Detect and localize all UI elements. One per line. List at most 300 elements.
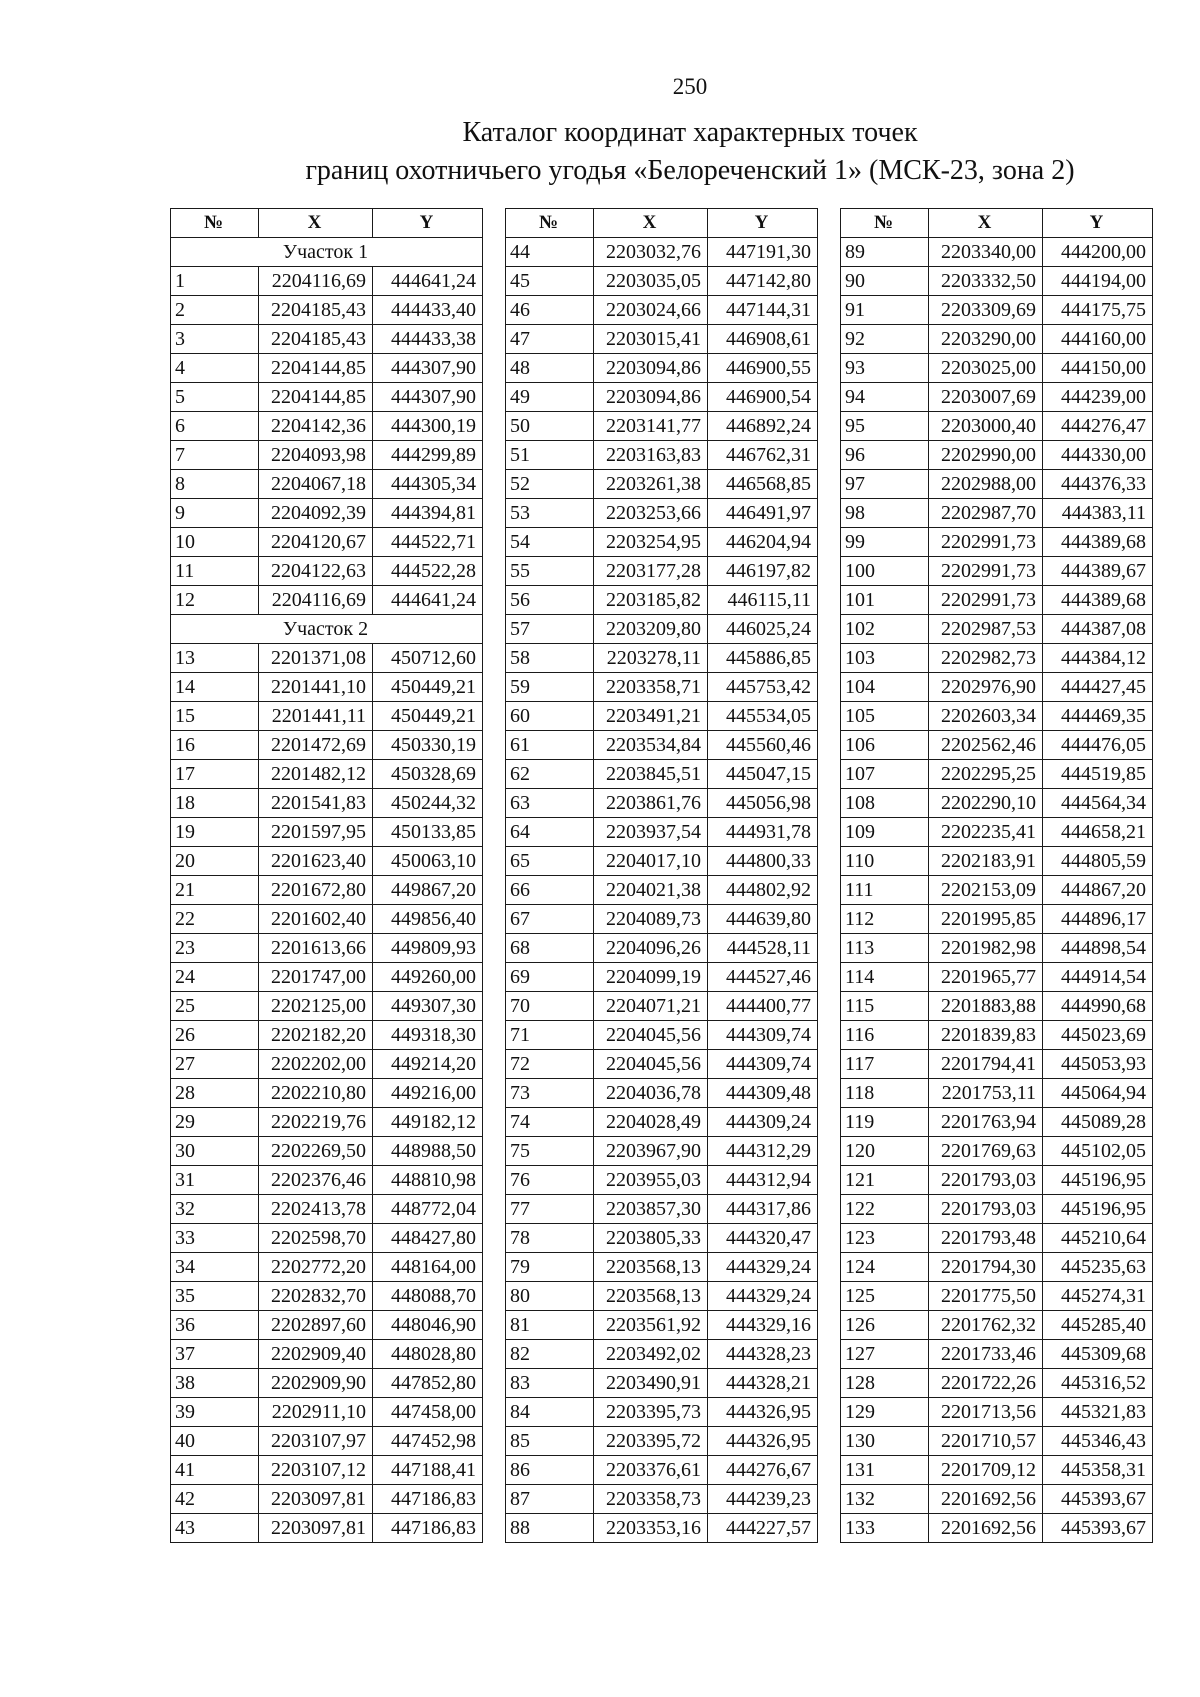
x-coordinate-cell: 2201722,26 <box>929 1369 1043 1398</box>
y-coordinate-cell: 446568,85 <box>708 470 818 499</box>
page-title-line-2: границ охотничьего угодья «Белореченский 1» (МСК-23, зона 2) <box>305 155 1075 186</box>
table-row <box>841 1253 1153 1282</box>
point-number-cell: 128 <box>841 1369 929 1398</box>
table-row <box>506 412 818 441</box>
x-coordinate-cell: 2203261,38 <box>594 470 708 499</box>
x-coordinate-cell: 2202290,10 <box>929 789 1043 818</box>
table-row <box>841 760 1153 789</box>
table-row <box>841 615 1153 644</box>
y-coordinate-cell: 449214,20 <box>373 1050 483 1079</box>
y-coordinate-cell: 444641,24 <box>373 586 483 615</box>
y-coordinate-cell: 444326,95 <box>708 1398 818 1427</box>
y-coordinate-cell: 444384,12 <box>1043 644 1153 673</box>
x-coordinate-cell: 2203094,86 <box>594 354 708 383</box>
table-row <box>506 1021 818 1050</box>
y-coordinate-cell: 445235,63 <box>1043 1253 1153 1282</box>
column-header-x: X <box>929 209 1043 238</box>
table-row <box>506 1311 818 1340</box>
point-number-cell: 13 <box>171 644 259 673</box>
table-row <box>171 963 483 992</box>
x-coordinate-cell: 2202125,00 <box>259 992 373 1021</box>
point-number-cell: 66 <box>506 876 594 905</box>
table-row <box>171 1427 483 1456</box>
y-coordinate-cell: 444433,38 <box>373 325 483 354</box>
x-coordinate-cell: 2201709,12 <box>929 1456 1043 1485</box>
y-coordinate-cell: 449867,20 <box>373 876 483 905</box>
table-row <box>841 1311 1153 1340</box>
table-row <box>506 1427 818 1456</box>
point-number-cell: 12 <box>171 586 259 615</box>
y-coordinate-cell: 444898,54 <box>1043 934 1153 963</box>
y-coordinate-cell: 446908,61 <box>708 325 818 354</box>
x-coordinate-cell: 2201883,88 <box>929 992 1043 1021</box>
table-row <box>841 441 1153 470</box>
y-coordinate-cell: 444658,21 <box>1043 818 1153 847</box>
x-coordinate-cell: 2204116,69 <box>259 267 373 296</box>
y-coordinate-cell: 444307,90 <box>373 383 483 412</box>
point-number-cell: 4 <box>171 354 259 383</box>
x-coordinate-cell: 2203007,69 <box>929 383 1043 412</box>
point-number-cell: 93 <box>841 354 929 383</box>
table-row <box>171 499 483 528</box>
table-row <box>506 702 818 731</box>
table-row <box>506 1369 818 1398</box>
table-row <box>506 557 818 586</box>
column-header-y: Y <box>373 209 483 238</box>
y-coordinate-cell: 444394,81 <box>373 499 483 528</box>
x-coordinate-cell: 2203015,41 <box>594 325 708 354</box>
y-coordinate-cell: 447458,00 <box>373 1398 483 1427</box>
point-number-cell: 72 <box>506 1050 594 1079</box>
y-coordinate-cell: 448028,80 <box>373 1340 483 1369</box>
table-row <box>171 325 483 354</box>
y-coordinate-cell: 446900,55 <box>708 354 818 383</box>
point-number-cell: 73 <box>506 1079 594 1108</box>
y-coordinate-cell: 448046,90 <box>373 1311 483 1340</box>
table-row <box>841 1340 1153 1369</box>
x-coordinate-cell: 2202295,25 <box>929 760 1043 789</box>
y-coordinate-cell: 447191,30 <box>708 238 818 267</box>
point-number-cell: 122 <box>841 1195 929 1224</box>
y-coordinate-cell: 444564,34 <box>1043 789 1153 818</box>
point-number-cell: 17 <box>171 760 259 789</box>
x-coordinate-cell: 2202911,10 <box>259 1398 373 1427</box>
table-row <box>841 1369 1153 1398</box>
point-number-cell: 34 <box>171 1253 259 1282</box>
point-number-cell: 103 <box>841 644 929 673</box>
coordinates-table-3 <box>840 208 1153 1543</box>
y-coordinate-cell: 445534,05 <box>708 702 818 731</box>
x-coordinate-cell: 2202991,73 <box>929 586 1043 615</box>
table-row <box>171 1108 483 1137</box>
point-number-cell: 52 <box>506 470 594 499</box>
point-number-cell: 29 <box>171 1108 259 1137</box>
y-coordinate-cell: 445047,15 <box>708 760 818 789</box>
point-number-cell: 130 <box>841 1427 929 1456</box>
point-number-cell: 63 <box>506 789 594 818</box>
y-coordinate-cell: 444805,59 <box>1043 847 1153 876</box>
table-row <box>841 818 1153 847</box>
x-coordinate-cell: 2204144,85 <box>259 383 373 412</box>
table-row <box>841 1108 1153 1137</box>
x-coordinate-cell: 2203358,71 <box>594 673 708 702</box>
x-coordinate-cell: 2201472,69 <box>259 731 373 760</box>
point-number-cell: 60 <box>506 702 594 731</box>
table-row <box>171 673 483 702</box>
x-coordinate-cell: 2203492,02 <box>594 1340 708 1369</box>
x-coordinate-cell: 2201982,98 <box>929 934 1043 963</box>
y-coordinate-cell: 447852,80 <box>373 1369 483 1398</box>
x-coordinate-cell: 2202991,73 <box>929 528 1043 557</box>
point-number-cell: 133 <box>841 1514 929 1543</box>
x-coordinate-cell: 2203209,80 <box>594 615 708 644</box>
point-number-cell: 88 <box>506 1514 594 1543</box>
point-number-cell: 25 <box>171 992 259 1021</box>
point-number-cell: 104 <box>841 673 929 702</box>
table-row <box>506 238 818 267</box>
point-number-cell: 85 <box>506 1427 594 1456</box>
point-number-cell: 64 <box>506 818 594 847</box>
table-row <box>841 905 1153 934</box>
y-coordinate-cell: 447144,31 <box>708 296 818 325</box>
x-coordinate-cell: 2202153,09 <box>929 876 1043 905</box>
x-coordinate-cell: 2201692,56 <box>929 1514 1043 1543</box>
table-row <box>506 876 818 905</box>
y-coordinate-cell: 445753,42 <box>708 673 818 702</box>
x-coordinate-cell: 2201762,32 <box>929 1311 1043 1340</box>
y-coordinate-cell: 447188,41 <box>373 1456 483 1485</box>
point-number-cell: 100 <box>841 557 929 586</box>
point-number-cell: 70 <box>506 992 594 1021</box>
point-number-cell: 54 <box>506 528 594 557</box>
x-coordinate-cell: 2204045,56 <box>594 1021 708 1050</box>
x-coordinate-cell: 2202772,20 <box>259 1253 373 1282</box>
y-coordinate-cell: 444307,90 <box>373 354 483 383</box>
point-number-cell: 94 <box>841 383 929 412</box>
column-header-number: № <box>506 209 594 238</box>
column-header-y: Y <box>1043 209 1153 238</box>
y-coordinate-cell: 450063,10 <box>373 847 483 876</box>
x-coordinate-cell: 2201602,40 <box>259 905 373 934</box>
x-coordinate-cell: 2203805,33 <box>594 1224 708 1253</box>
point-number-cell: 112 <box>841 905 929 934</box>
table-row <box>171 441 483 470</box>
y-coordinate-cell: 450133,85 <box>373 818 483 847</box>
table-row <box>171 876 483 905</box>
x-coordinate-cell: 2201441,11 <box>259 702 373 731</box>
y-coordinate-cell: 446204,94 <box>708 528 818 557</box>
table-row <box>841 383 1153 412</box>
x-coordinate-cell: 2202897,60 <box>259 1311 373 1340</box>
table-row <box>506 934 818 963</box>
x-coordinate-cell: 2202562,46 <box>929 731 1043 760</box>
y-coordinate-cell: 448810,98 <box>373 1166 483 1195</box>
x-coordinate-cell: 2202909,90 <box>259 1369 373 1398</box>
y-coordinate-cell: 448772,04 <box>373 1195 483 1224</box>
table-row <box>506 296 818 325</box>
point-number-cell: 1 <box>171 267 259 296</box>
point-number-cell: 40 <box>171 1427 259 1456</box>
y-coordinate-cell: 444328,23 <box>708 1340 818 1369</box>
point-number-cell: 131 <box>841 1456 929 1485</box>
table-row <box>506 354 818 383</box>
table-row <box>171 789 483 818</box>
x-coordinate-cell: 2201747,00 <box>259 963 373 992</box>
table-row <box>171 760 483 789</box>
point-number-cell: 18 <box>171 789 259 818</box>
table-row <box>841 1514 1153 1543</box>
point-number-cell: 31 <box>171 1166 259 1195</box>
x-coordinate-cell: 2203340,00 <box>929 238 1043 267</box>
table-row <box>841 528 1153 557</box>
section-row <box>171 238 483 267</box>
point-number-cell: 47 <box>506 325 594 354</box>
y-coordinate-cell: 444802,92 <box>708 876 818 905</box>
y-coordinate-cell: 444305,34 <box>373 470 483 499</box>
point-number-cell: 10 <box>171 528 259 557</box>
y-coordinate-cell: 444200,00 <box>1043 238 1153 267</box>
x-coordinate-cell: 2204144,85 <box>259 354 373 383</box>
point-number-cell: 99 <box>841 528 929 557</box>
table-row <box>506 1514 818 1543</box>
table-row <box>841 702 1153 731</box>
point-number-cell: 92 <box>841 325 929 354</box>
y-coordinate-cell: 444309,74 <box>708 1050 818 1079</box>
point-number-cell: 84 <box>506 1398 594 1427</box>
y-coordinate-cell: 449182,12 <box>373 1108 483 1137</box>
table-row <box>171 1456 483 1485</box>
point-number-cell: 55 <box>506 557 594 586</box>
x-coordinate-cell: 2201482,12 <box>259 760 373 789</box>
x-coordinate-cell: 2202235,41 <box>929 818 1043 847</box>
y-coordinate-cell: 447452,98 <box>373 1427 483 1456</box>
x-coordinate-cell: 2201775,50 <box>929 1282 1043 1311</box>
x-coordinate-cell: 2203491,21 <box>594 702 708 731</box>
point-number-cell: 32 <box>171 1195 259 1224</box>
x-coordinate-cell: 2203097,81 <box>259 1514 373 1543</box>
table-row <box>841 296 1153 325</box>
x-coordinate-cell: 2202376,46 <box>259 1166 373 1195</box>
y-coordinate-cell: 445274,31 <box>1043 1282 1153 1311</box>
y-coordinate-cell: 449856,40 <box>373 905 483 934</box>
x-coordinate-cell: 2204099,19 <box>594 963 708 992</box>
y-coordinate-cell: 444522,28 <box>373 557 483 586</box>
y-coordinate-cell: 445393,67 <box>1043 1514 1153 1543</box>
table-row <box>171 992 483 1021</box>
point-number-cell: 126 <box>841 1311 929 1340</box>
point-number-cell: 61 <box>506 731 594 760</box>
y-coordinate-cell: 444299,89 <box>373 441 483 470</box>
y-coordinate-cell: 444389,67 <box>1043 557 1153 586</box>
x-coordinate-cell: 2203568,13 <box>594 1253 708 1282</box>
table-row <box>841 238 1153 267</box>
point-number-cell: 108 <box>841 789 929 818</box>
point-number-cell: 105 <box>841 702 929 731</box>
point-number-cell: 16 <box>171 731 259 760</box>
table-row <box>841 1021 1153 1050</box>
x-coordinate-cell: 2203107,12 <box>259 1456 373 1485</box>
point-number-cell: 5 <box>171 383 259 412</box>
table-row <box>841 992 1153 1021</box>
y-coordinate-cell: 447142,80 <box>708 267 818 296</box>
point-number-cell: 27 <box>171 1050 259 1079</box>
y-coordinate-cell: 448427,80 <box>373 1224 483 1253</box>
table-row <box>841 1195 1153 1224</box>
table-row <box>171 528 483 557</box>
x-coordinate-cell: 2203395,73 <box>594 1398 708 1427</box>
y-coordinate-cell: 449809,93 <box>373 934 483 963</box>
column-header-x: X <box>594 209 708 238</box>
point-number-cell: 111 <box>841 876 929 905</box>
point-number-cell: 83 <box>506 1369 594 1398</box>
point-number-cell: 71 <box>506 1021 594 1050</box>
x-coordinate-cell: 2203358,73 <box>594 1485 708 1514</box>
point-number-cell: 7 <box>171 441 259 470</box>
page-title-line-1: Каталог координат характерных точек <box>462 117 918 148</box>
table-row <box>171 1398 483 1427</box>
table-row <box>506 1456 818 1485</box>
y-coordinate-cell: 444328,21 <box>708 1369 818 1398</box>
point-number-cell: 119 <box>841 1108 929 1137</box>
point-number-cell: 80 <box>506 1282 594 1311</box>
point-number-cell: 77 <box>506 1195 594 1224</box>
y-coordinate-cell: 444329,16 <box>708 1311 818 1340</box>
x-coordinate-cell: 2203185,82 <box>594 586 708 615</box>
point-number-cell: 109 <box>841 818 929 847</box>
table-row <box>506 267 818 296</box>
table-row <box>506 1398 818 1427</box>
table-row <box>171 267 483 296</box>
y-coordinate-cell: 445316,52 <box>1043 1369 1153 1398</box>
column-header-y: Y <box>708 209 818 238</box>
point-number-cell: 90 <box>841 267 929 296</box>
point-number-cell: 9 <box>171 499 259 528</box>
table-row <box>506 1108 818 1137</box>
table-row <box>506 1224 818 1253</box>
y-coordinate-cell: 444867,20 <box>1043 876 1153 905</box>
y-coordinate-cell: 445023,69 <box>1043 1021 1153 1050</box>
y-coordinate-cell: 444312,94 <box>708 1166 818 1195</box>
y-coordinate-cell: 446115,11 <box>708 586 818 615</box>
point-number-cell: 107 <box>841 760 929 789</box>
point-number-cell: 95 <box>841 412 929 441</box>
y-coordinate-cell: 444389,68 <box>1043 586 1153 615</box>
y-coordinate-cell: 444641,24 <box>373 267 483 296</box>
table-row <box>841 499 1153 528</box>
table-row <box>171 586 483 615</box>
y-coordinate-cell: 445064,94 <box>1043 1079 1153 1108</box>
x-coordinate-cell: 2204096,26 <box>594 934 708 963</box>
y-coordinate-cell: 445102,05 <box>1043 1137 1153 1166</box>
point-number-cell: 102 <box>841 615 929 644</box>
y-coordinate-cell: 444239,23 <box>708 1485 818 1514</box>
table-row <box>841 731 1153 760</box>
table-row <box>506 586 818 615</box>
table-row <box>171 1485 483 1514</box>
point-number-cell: 132 <box>841 1485 929 1514</box>
y-coordinate-cell: 450712,60 <box>373 644 483 673</box>
y-coordinate-cell: 450330,19 <box>373 731 483 760</box>
y-coordinate-cell: 445056,98 <box>708 789 818 818</box>
x-coordinate-cell: 2202598,70 <box>259 1224 373 1253</box>
y-coordinate-cell: 444387,08 <box>1043 615 1153 644</box>
y-coordinate-cell: 448164,00 <box>373 1253 483 1282</box>
point-number-cell: 19 <box>171 818 259 847</box>
table-row <box>171 1340 483 1369</box>
point-number-cell: 24 <box>171 963 259 992</box>
x-coordinate-cell: 2202987,53 <box>929 615 1043 644</box>
point-number-cell: 45 <box>506 267 594 296</box>
point-number-cell: 118 <box>841 1079 929 1108</box>
table-row <box>171 1311 483 1340</box>
x-coordinate-cell: 2202987,70 <box>929 499 1043 528</box>
y-coordinate-cell: 449318,30 <box>373 1021 483 1050</box>
table-row <box>506 1485 818 1514</box>
table-row <box>506 673 818 702</box>
x-coordinate-cell: 2201371,08 <box>259 644 373 673</box>
table-row <box>506 789 818 818</box>
point-number-cell: 20 <box>171 847 259 876</box>
table-row <box>506 818 818 847</box>
x-coordinate-cell: 2201793,03 <box>929 1166 1043 1195</box>
x-coordinate-cell: 2203857,30 <box>594 1195 708 1224</box>
table-row <box>841 586 1153 615</box>
point-number-cell: 76 <box>506 1166 594 1195</box>
point-number-cell: 41 <box>171 1456 259 1485</box>
y-coordinate-cell: 450328,69 <box>373 760 483 789</box>
table-row <box>171 1282 483 1311</box>
point-number-cell: 78 <box>506 1224 594 1253</box>
x-coordinate-cell: 2203177,28 <box>594 557 708 586</box>
table-row <box>506 731 818 760</box>
column-header-number: № <box>841 209 929 238</box>
x-coordinate-cell: 2202832,70 <box>259 1282 373 1311</box>
x-coordinate-cell: 2204185,43 <box>259 296 373 325</box>
table-row <box>171 354 483 383</box>
y-coordinate-cell: 446892,24 <box>708 412 818 441</box>
y-coordinate-cell: 449216,00 <box>373 1079 483 1108</box>
table-row <box>841 1485 1153 1514</box>
point-number-cell: 115 <box>841 992 929 1021</box>
point-number-cell: 75 <box>506 1137 594 1166</box>
x-coordinate-cell: 2203861,76 <box>594 789 708 818</box>
x-coordinate-cell: 2203024,66 <box>594 296 708 325</box>
x-coordinate-cell: 2201965,77 <box>929 963 1043 992</box>
y-coordinate-cell: 446900,54 <box>708 383 818 412</box>
y-coordinate-cell: 450449,21 <box>373 702 483 731</box>
point-number-cell: 11 <box>171 557 259 586</box>
table-row <box>171 383 483 412</box>
table-row <box>171 1021 483 1050</box>
coordinates-table-2 <box>505 208 818 1543</box>
y-coordinate-cell: 445089,28 <box>1043 1108 1153 1137</box>
y-coordinate-cell: 445393,67 <box>1043 1485 1153 1514</box>
point-number-cell: 67 <box>506 905 594 934</box>
x-coordinate-cell: 2203332,50 <box>929 267 1043 296</box>
x-coordinate-cell: 2202988,00 <box>929 470 1043 499</box>
point-number-cell: 98 <box>841 499 929 528</box>
x-coordinate-cell: 2203955,03 <box>594 1166 708 1195</box>
point-number-cell: 62 <box>506 760 594 789</box>
point-number-cell: 42 <box>171 1485 259 1514</box>
y-coordinate-cell: 448988,50 <box>373 1137 483 1166</box>
table-row <box>171 1137 483 1166</box>
point-number-cell: 96 <box>841 441 929 470</box>
point-number-cell: 81 <box>506 1311 594 1340</box>
y-coordinate-cell: 445285,40 <box>1043 1311 1153 1340</box>
y-coordinate-cell: 450244,32 <box>373 789 483 818</box>
point-number-cell: 39 <box>171 1398 259 1427</box>
